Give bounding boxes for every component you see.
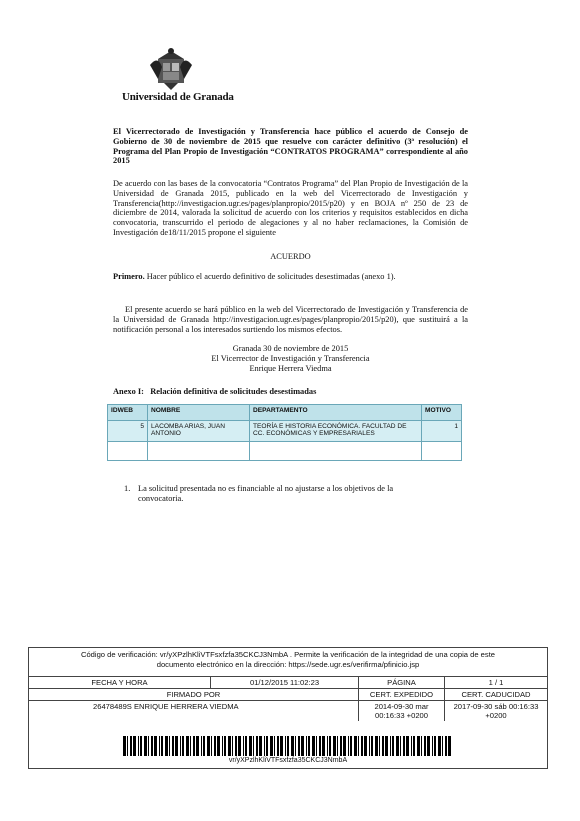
rejected-applications-table xyxy=(107,404,462,461)
cell-motivo: 1 xyxy=(422,421,462,442)
grid-row-labels xyxy=(29,689,547,701)
acuerdo-title: ACUERDO xyxy=(270,252,311,261)
pagina-label: PÁGINA xyxy=(359,677,445,688)
empty-cell xyxy=(422,442,462,461)
signature-grid xyxy=(29,676,547,721)
table-empty-row xyxy=(108,442,462,461)
empty-cell xyxy=(148,442,250,461)
publish-paragraph: El presente acuerdo se hará público en la web del Vicerrectorado de Investigación y Transferencia de la Universidad de Granada http://investigacion.ugr.es/pages/planpropio/2015/p20), que sustituirá a la notificación personal a los interesados surtiendo los mismos efectos. xyxy=(113,305,468,334)
university-crest-icon xyxy=(148,45,194,91)
anexo-title: Relación definitiva de solicitudes desestimadas xyxy=(150,387,317,396)
pagina-value: 1 / 1 xyxy=(488,678,504,687)
verification-text xyxy=(29,650,547,670)
signer-name: Enrique Herrera Viedma xyxy=(249,364,332,373)
grid-row-fecha xyxy=(29,677,547,689)
caducidad-value: 2017-09-30 sáb 00:16:33 +0200 xyxy=(453,702,539,720)
footnote-text: La solicitud presentada no es financiable al no ajustarse a los objetivos de la convocatoria. xyxy=(138,484,394,503)
cell-departamento: TEORÍA E HISTORIA ECONÓMICA. FACULTAD DE CC. ECONÓMICAS Y EMPRESARIALES xyxy=(250,421,422,442)
primero-paragraph xyxy=(113,272,468,281)
col-nombre: NOMBRE xyxy=(148,405,250,421)
verification-box xyxy=(28,647,548,769)
footnote-number: 1. xyxy=(124,484,131,493)
anexo-label: Anexo I: xyxy=(113,387,144,396)
firmado-value: 26478489S ENRIQUE HERRERA VIEDMA xyxy=(29,701,359,721)
expedido-value: 2014-09-30 mar 00:16:33 +0200 xyxy=(359,701,445,721)
verification-line-2: documento electrónico en la dirección: https://sede.ugr.es/verifirma/pfinicio.jsp xyxy=(156,660,420,669)
table-header-row xyxy=(108,405,462,421)
col-departamento: DEPARTAMENTO xyxy=(250,405,422,421)
university-name: Universidad de Granada xyxy=(122,91,234,103)
empty-cell xyxy=(108,442,148,461)
empty-cell xyxy=(250,442,422,461)
col-motivo: MOTIVO xyxy=(422,405,462,421)
anexo-heading xyxy=(113,387,316,396)
fecha-label: FECHA Y HORA xyxy=(29,677,211,688)
signer-title: El Vicerrector de Investigación y Transferencia xyxy=(211,354,370,363)
col-idweb: IDWEB xyxy=(108,405,148,421)
document-heading: El Vicerrectorado de Investigación y Transferencia hace público el acuerdo de Consejo de Gobierno de 30 de noviembre de 2015 que resuelve con carácter definitivo (3ª resolución) el Programa del Plan Propio de Investigación “CONTRATOS PROGRAMA” correspondiente al año 2015 xyxy=(113,127,468,166)
intro-paragraph: De acuerdo con las bases de la convocatoria “Contratos Programa” del Plan Propio de Investigación de la Universidad de Granada 2015, publicado en la web del Vicerrectorado de Investigación y Transferencia(http://investigacion.ugr.es/pages/planpropio/2015/p20) y en BOJA nº 250 de 23 de diciembre de 2014, valorada la solicitud de acuerdo con los criterios y requisitos establecidos en dicha convocatoria, transcurrido el periodo de alegaciones y al no haber reclamaciones, la Comisión de Investigación de18/11/2015 propone el siguiente xyxy=(113,179,468,237)
footnote xyxy=(124,484,424,504)
firmado-label: FIRMADO POR xyxy=(29,689,359,700)
primero-text: Hacer público el acuerdo definitivo de solicitudes desestimadas (anexo 1). xyxy=(146,272,396,281)
date-place: Granada 30 de noviembre de 2015 xyxy=(232,344,349,353)
barcode-text: vr/yXPzlhKliVTFsxfzfa35CKCJ3NmbA xyxy=(228,757,348,764)
fecha-value: 01/12/2015 11:02:23 xyxy=(211,677,359,688)
grid-row-values xyxy=(29,701,547,721)
cell-nombre: LACOMBA ARIAS, JUAN ANTONIO xyxy=(148,421,250,442)
caducidad-label: CERT. CADUCIDAD xyxy=(461,690,531,699)
cell-idweb: 5 xyxy=(108,421,148,442)
primero-label: Primero. xyxy=(113,272,145,281)
table-row xyxy=(108,421,462,442)
verification-line-1: Código de verificación: vr/yXPzlhKliVTFsxfzfa35CKCJ3NmbA . Permite la verificación de la integridad de una copia de este xyxy=(80,650,496,659)
barcode-icon xyxy=(123,736,453,756)
expedido-label: CERT. EXPEDIDO xyxy=(359,689,445,700)
